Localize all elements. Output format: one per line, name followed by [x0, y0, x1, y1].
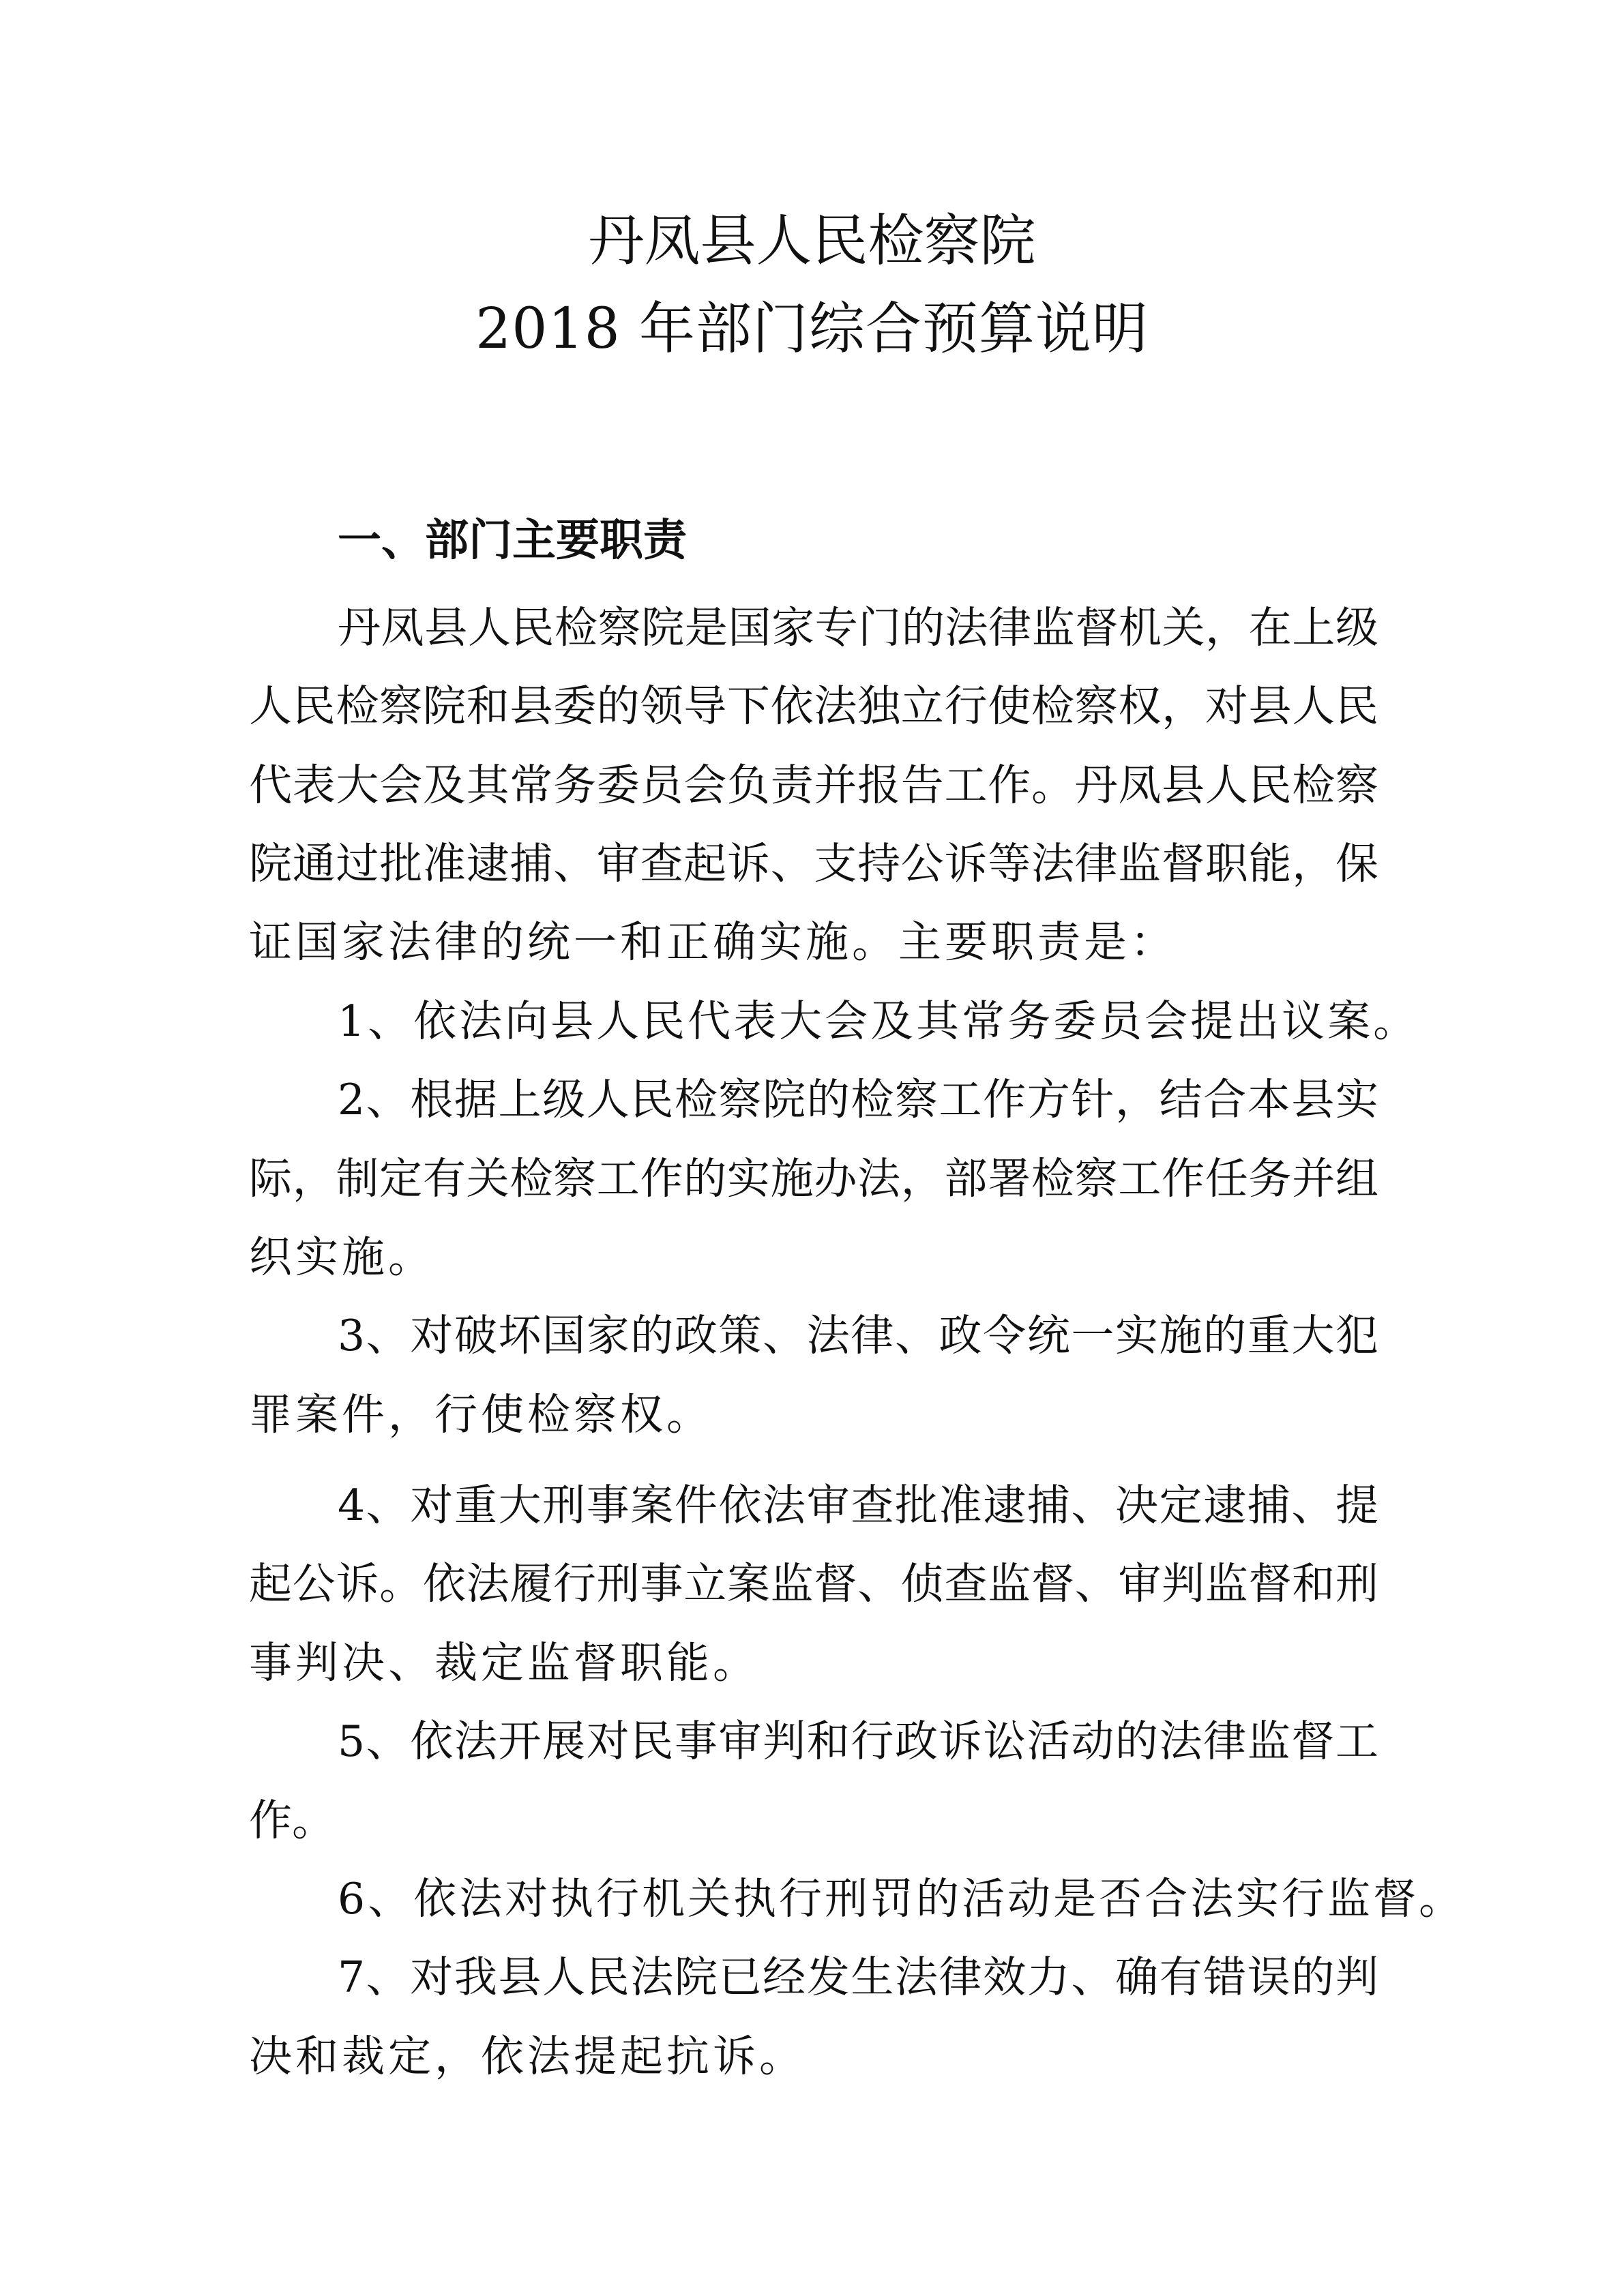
- paragraph-line: 证国家法律的统一和正确实施。主要职责是：: [249, 917, 1177, 967]
- list-item-line: 1、依法向县人民代表大会及其常务委员会提出议案。: [338, 996, 1419, 1046]
- list-item-line: 7、对我县人民法院已经发生法律效力、确有错误的判: [338, 1952, 1378, 2002]
- list-item-line: 4、对重大刑事案件依法审查批准逮捕、决定逮捕、提: [338, 1480, 1378, 1530]
- list-item-line: 织实施。: [249, 1232, 434, 1282]
- list-item-line: 罪案件，行使检察权。: [249, 1390, 713, 1440]
- paragraph-line: 院通过批准逮捕、审查起诉、支持公诉等法律监督职能，保: [249, 839, 1378, 889]
- list-item-line: 事判决、裁定监督职能。: [249, 1638, 759, 1688]
- list-item-line: 起公诉。依法履行刑事立案监督、侦查监督、审判监督和刑: [249, 1559, 1378, 1609]
- list-item-line: 决和裁定，依法提起抗诉。: [249, 2031, 806, 2081]
- list-item-line: 2、根据上级人民检察院的检察工作方针，结合本县实: [338, 1075, 1378, 1124]
- list-item-line: 作。: [249, 1795, 335, 1845]
- paragraph-line: 丹凤县人民检察院是国家专门的法律监督机关，在上级: [338, 603, 1378, 653]
- document-title-line-2: 2018 年部门综合预算说明: [475, 297, 1149, 361]
- list-item-line: 3、对破坏国家的政策、法律、政令统一实施的重大犯: [338, 1311, 1378, 1360]
- document-title-line-1: 丹凤县人民检察院: [588, 209, 1036, 273]
- list-item-line: 6、依法对执行机关执行刑罚的活动是否合法实行监督。: [338, 1874, 1465, 1924]
- paragraph-line: 人民检察院和县委的领导下依法独立行使检察权，对县人民: [249, 681, 1378, 731]
- section-heading-main-duties: 一、部门主要职责: [338, 516, 687, 566]
- list-item-line: 际，制定有关检察工作的实施办法，部署检察工作任务并组: [249, 1154, 1378, 1204]
- list-item-line: 5、依法开展对民事审判和行政诉讼活动的法律监督工: [338, 1716, 1378, 1766]
- paragraph-line: 代表大会及其常务委员会负责并报告工作。丹凤县人民检察: [249, 760, 1378, 810]
